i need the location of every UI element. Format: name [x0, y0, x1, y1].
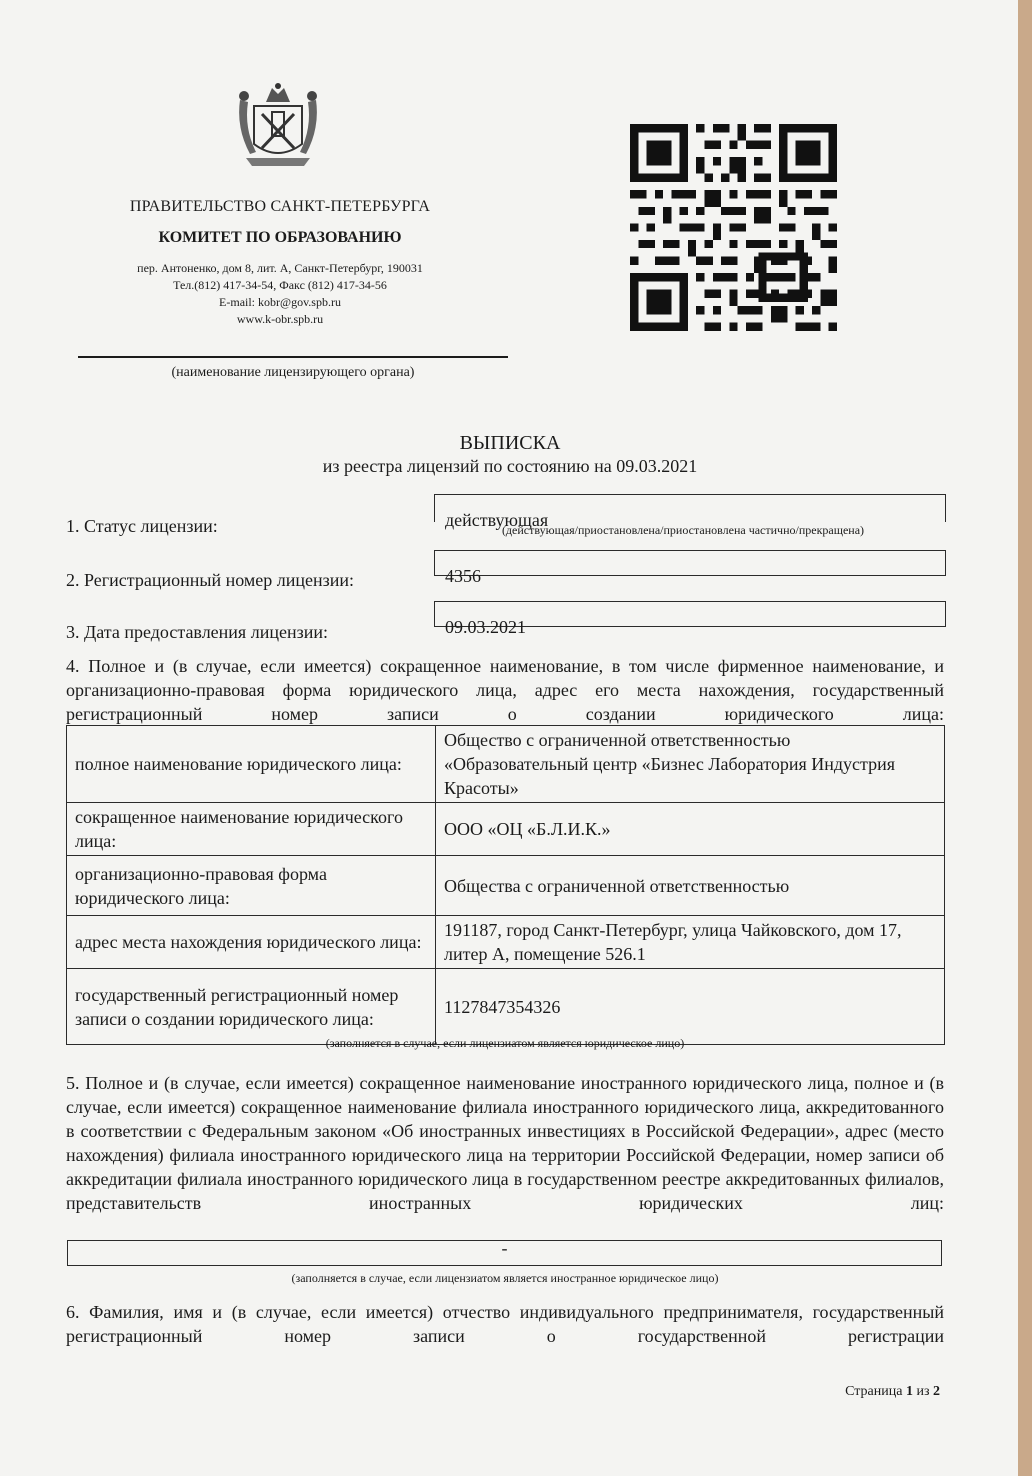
table-row — [67, 916, 945, 969]
qr-code-icon — [630, 124, 837, 331]
address-line: пер. Антоненко, дом 8, лит. А, Санкт-Петербург, 190031 — [137, 261, 423, 275]
reg-number-label: 2. Регистрационный номер лицензии: — [66, 570, 355, 590]
committee-name: КОМИТЕТ ПО ОБРАЗОВАНИЮ — [158, 229, 402, 246]
document-subtitle: из реестра лицензий по состоянию на 09.03.2021 — [322, 456, 698, 476]
website-line: www.k-obr.spb.ru — [236, 312, 324, 326]
table-key: полное наименование юридического лица: — [67, 726, 436, 803]
section4-text: 4. Полное и (в случае, если имеется) сокращенное наименование, в том числе фирменное наименование, и организационно-правовая форма юридического лица, адрес его места нахождения, государственный регистрационный номер записи о создании юридического лица: — [66, 656, 944, 724]
email-line: E-mail: kobr@gov.spb.ru — [219, 295, 341, 309]
table-value: 1127847354326 — [436, 969, 945, 1045]
page-current: 1 — [905, 1384, 913, 1399]
government-name: ПРАВИТЕЛЬСТВО САНКТ-ПЕТЕРБУРГА — [129, 198, 431, 215]
table-value: ООО «ОЦ «Б.Л.И.К.» — [436, 803, 945, 856]
table-key: сокращенное наименование юридического лица: — [67, 803, 436, 856]
table-key: государственный регистрационный номер записи о создании юридического лица: — [67, 969, 436, 1045]
table-value: 191187, город Санкт-Петербург, улица Чайковского, дом 17, литер А, помещение 526.1 — [436, 916, 945, 969]
background-edge — [1018, 0, 1032, 1476]
section5-hint: (заполняется в случае, если лицензиатом является иностранное юридическое лицо) — [291, 1271, 719, 1285]
status-label: 1. Статус лицензии: — [66, 516, 218, 536]
reg-number-value: 4356 — [434, 550, 946, 576]
table-row — [67, 726, 945, 803]
org-signature-line — [78, 356, 508, 358]
table-row — [67, 856, 945, 916]
section6-text: 6. Фамилия, имя и (в случае, если имеется) отчество индивидуального предпринимателя, государственный регистрационный номер записи о государственной регистрации — [66, 1302, 944, 1346]
table-key: организационно-правовая форма юридического лица: — [67, 856, 436, 916]
page-total: 2 — [933, 1384, 940, 1399]
status-hint: (действующая/приостановлена/приостановлена частично/прекращена) — [501, 523, 865, 537]
section5-text: 5. Полное и (в случае, если имеется) сокращенное наименование иностранного юридического лица, полное и (в случае, если имеется) сокращенное наименование филиала иностранного юридического лица, аккредитованного в соответствии с Федеральным законом «Об иностранных инвестициях в Российской Федерации», адрес (место нахождения) филиала иностранного юридического лица на территории Российской Федерации, номер записи об аккредитации филиала иностранного юридического лица в государственном реестре аккредитованных филиалов, представительств иностранных юридических лиц: — [66, 1073, 944, 1213]
phone-fax-line: Тел.(812) 417-34-54, Факс (812) 417-34-56 — [173, 278, 387, 292]
table-key: адрес места нахождения юридического лица: — [67, 916, 436, 969]
section4-hint: (заполняется в случае, если лицензиатом является юридическое лицо) — [325, 1036, 685, 1050]
contact-block — [80, 260, 480, 328]
org-caption: (наименование лицензирующего органа) — [171, 365, 415, 380]
table-value: Общества с ограниченной ответственностью — [436, 856, 945, 916]
document-title: ВЫПИСКА — [459, 432, 561, 454]
date-value: 09.03.2021 — [434, 601, 946, 627]
page-number — [780, 1384, 940, 1400]
date-label: 3. Дата предоставления лицензии: — [66, 622, 328, 642]
table-row — [67, 969, 945, 1045]
table-row — [67, 803, 945, 856]
spb-coat-of-arms-icon — [232, 78, 324, 170]
table-value: Общество с ограниченной ответственностью «Образовательный центр «Бизнес Лаборатория Индустрия Красоты» — [436, 726, 945, 803]
page-word: Страница — [845, 1384, 903, 1399]
legal-entity-table — [66, 725, 945, 1045]
status-value: действующая — [434, 494, 946, 522]
foreign-entity-value: - — [67, 1240, 942, 1266]
page-of: из — [916, 1384, 930, 1399]
